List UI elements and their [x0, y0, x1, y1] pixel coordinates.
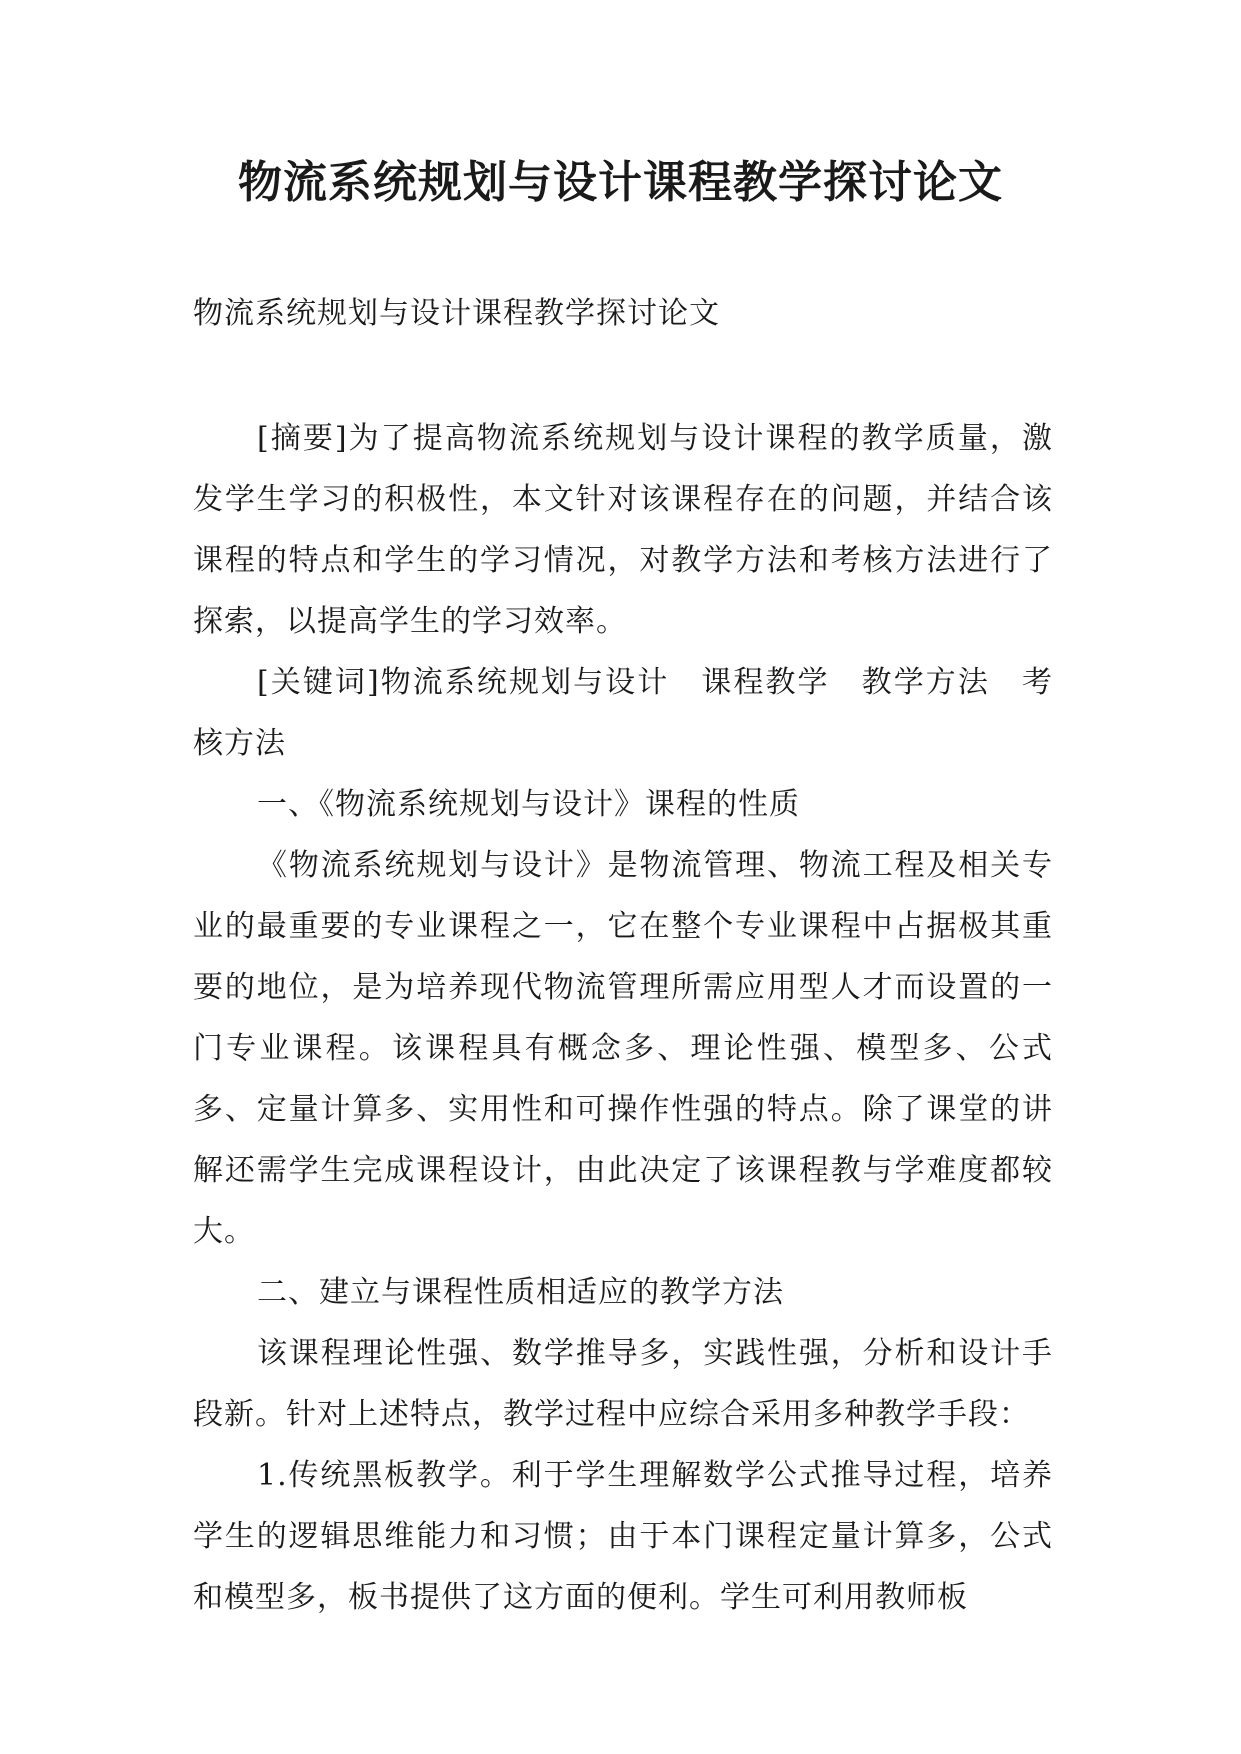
section-2-heading: 二、建立与课程性质相适应的教学方法	[257, 1275, 784, 1310]
list-item-1: 1.传统黑板教学。利于学生理解数学公式推导过程，培养学生的逻辑思维能力和习惯；由于本门课程定量计算多，公式和模型多，板书提供了这方面的便利。学生可利用教师板	[193, 1458, 1053, 1615]
section-2-paragraph: 该课程理论性强、数学推导多，实践性强，分析和设计手段新。针对上述特点，教学过程中应综合采用多种教学手段：	[193, 1336, 1053, 1432]
document-title: 物流系统规划与设计课程教学探讨论文	[238, 157, 1003, 208]
document-body	[193, 408, 1053, 1628]
section-1-heading: 一、《物流系统规划与设计》课程的性质	[257, 787, 800, 822]
abstract-paragraph: [摘要]为了提高物流系统规划与设计课程的教学质量，激发学生学习的积极性，本文针对该课程存在的问题，并结合该课程的特点和学生的学习情况，对教学方法和考核方法进行了探索，以提高学生的学习效率。	[193, 421, 1053, 639]
keywords-paragraph: [关键词]物流系统规划与设计 课程教学 教学方法 考核方法	[193, 665, 1053, 761]
section-1-paragraph: 《物流系统规划与设计》是物流管理、物流工程及相关专业的最重要的专业课程之一，它在整个专业课程中占据极其重要的地位，是为培养现代物流管理所需应用型人才而设置的一门专业课程。该课程具有概念多、理论性强、模型多、公式多、定量计算多、实用性和可操作性强的特点。除了课堂的讲解还需学生完成课程设计，由此决定了该课程教与学难度都较大。	[193, 848, 1053, 1249]
document-subtitle: 物流系统规划与设计课程教学探讨论文	[193, 296, 720, 331]
